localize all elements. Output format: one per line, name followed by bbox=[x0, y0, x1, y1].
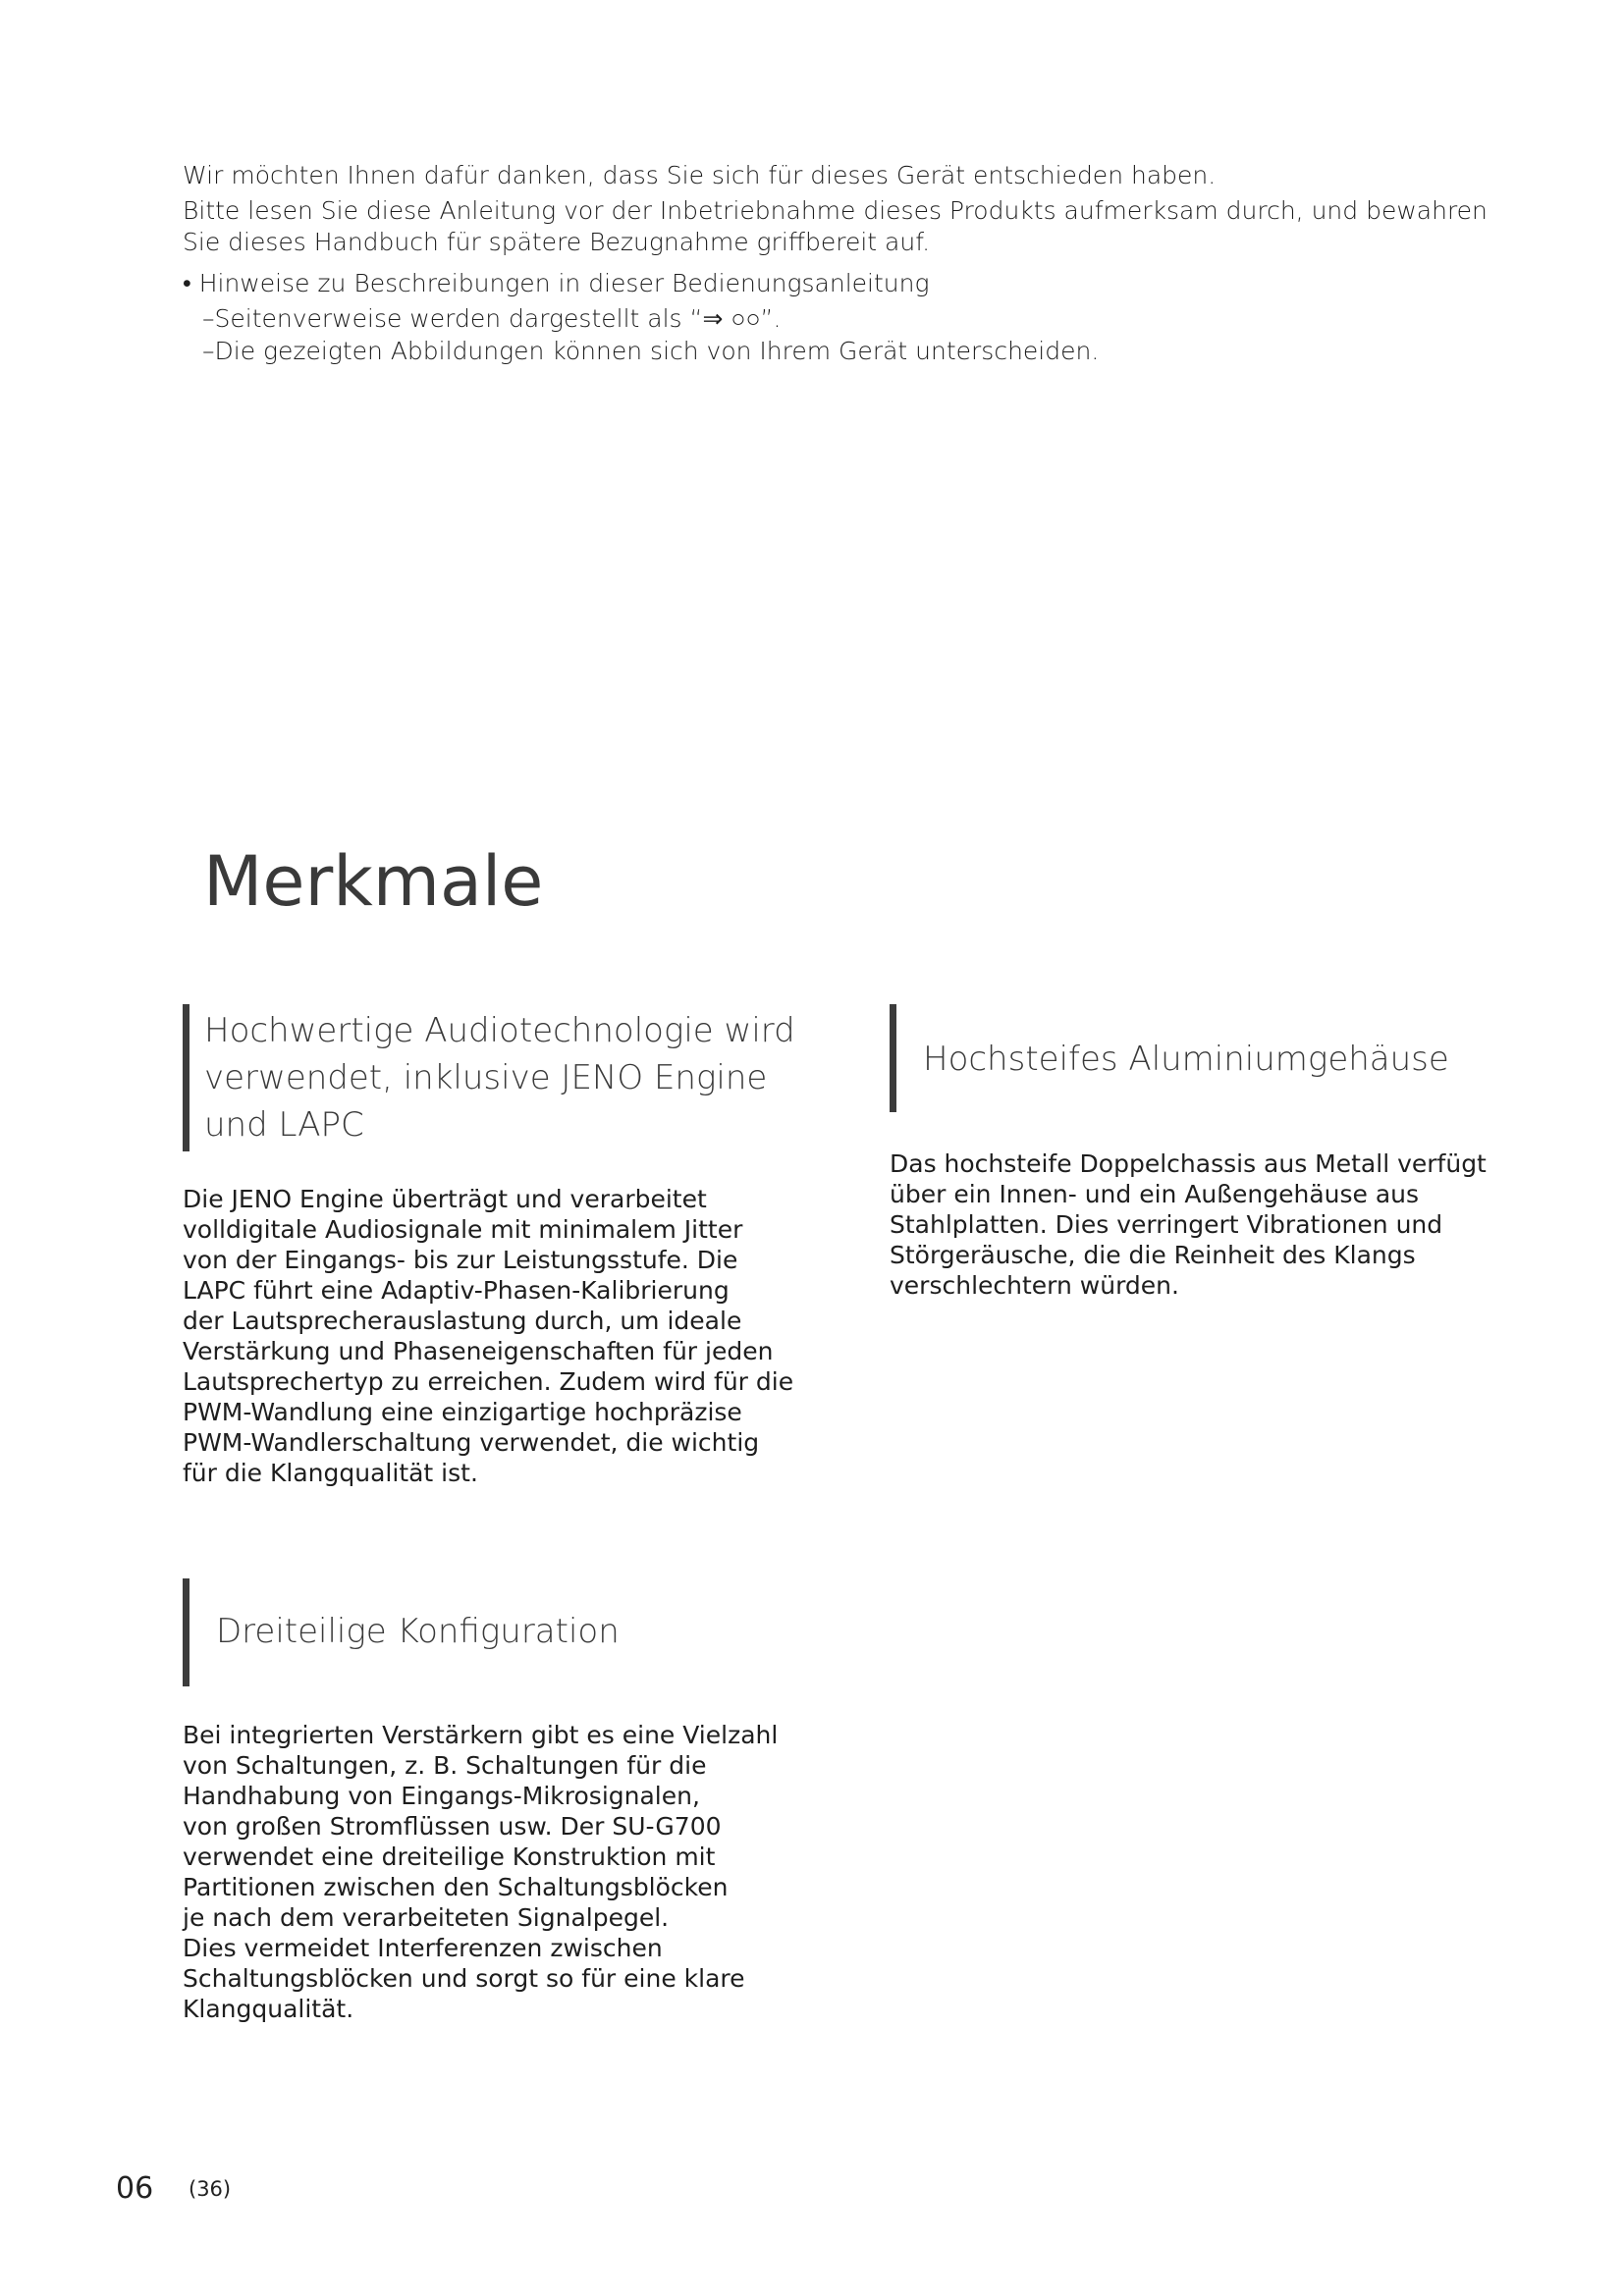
section-3-body-line: von großen Stromflüssen usw. Der SU-G700 bbox=[183, 1812, 722, 1841]
page-title: Merkmale bbox=[203, 841, 544, 922]
section-1-body-line: PWM-Wandlung eine einzigartige hochpräzise bbox=[183, 1398, 742, 1426]
section-1-body-line: Lautsprechertyp zu erreichen. Zudem wird für die bbox=[183, 1367, 794, 1396]
section-3-heading-bar bbox=[183, 1578, 189, 1686]
intro-line-2: Bitte lesen Sie diese Anleitung vor der Inbetriebnahme dieses Produkts aufmerksam durch, und bewahren bbox=[183, 196, 1488, 225]
section-2-body-line: Das hochsteife Doppelchassis aus Metall verfügt bbox=[890, 1149, 1487, 1178]
section-3-body-line: verwendet eine dreiteilige Konstruktion mit bbox=[183, 1842, 716, 1871]
section-2-body-line: verschlechtern würden. bbox=[890, 1271, 1179, 1300]
section-3-body-line: Bei integrierten Verstärkern gibt es eine Vielzahl bbox=[183, 1721, 779, 1749]
section-1-body-line: LAPC führt eine Adaptiv-Phasen-Kalibrierung bbox=[183, 1276, 730, 1305]
section-1-heading-line: und LAPC bbox=[204, 1105, 364, 1145]
intro-line-1: Wir möchten Ihnen dafür danken, dass Sie sich für dieses Gerät entschieden haben. bbox=[183, 161, 1217, 189]
section-3-body-line: Partitionen zwischen den Schaltungsblöcken bbox=[183, 1873, 729, 1901]
section-1-body-line: Die JENO Engine überträgt und verarbeitet bbox=[183, 1185, 707, 1213]
section-1-heading-line: Hochwertige Audiotechnologie wird bbox=[204, 1011, 795, 1050]
intro-subitem-2: –Die gezeigten Abbildungen können sich von Ihrem Gerät unterscheiden. bbox=[202, 337, 1100, 365]
page-reference: (36) bbox=[189, 2177, 232, 2201]
section-2-heading-bar bbox=[890, 1004, 896, 1112]
section-2-body bbox=[890, 1148, 1487, 1301]
intro-line-3: Sie dieses Handbuch für spätere Bezugnahme griffbereit auf. bbox=[183, 228, 931, 256]
section-1-body bbox=[183, 1184, 793, 1488]
section-3-body-line: je nach dem verarbeiteten Signalpegel. bbox=[183, 1903, 670, 1932]
section-1-body-line: volldigitale Audiosignale mit minimalem Jitter bbox=[183, 1215, 743, 1244]
section-3-body-line: Klangqualität. bbox=[183, 1995, 354, 2023]
section-2-body-line: Störgeräusche, die die Reinheit des Klangs bbox=[890, 1241, 1416, 1269]
section-3-body bbox=[183, 1720, 778, 2024]
section-3-body-line: Dies vermeidet Interferenzen zwischen bbox=[183, 1934, 663, 1962]
section-1-heading bbox=[204, 1007, 795, 1148]
section-3-body-line: Handhabung von Eingangs-Mikrosignalen, bbox=[183, 1782, 700, 1810]
section-3-heading-line: Dreiteilige Konfiguration bbox=[216, 1612, 620, 1651]
section-1-body-line: für die Klangqualität ist. bbox=[183, 1459, 478, 1487]
intro-bullet: • Hinweise zu Beschreibungen in dieser Bedienungsanleitung bbox=[183, 269, 930, 297]
section-2-body-line: Stahlplatten. Dies verringert Vibrationen und bbox=[890, 1210, 1443, 1239]
section-1-body-line: Verstärkung und Phaseneigenschaften für jeden bbox=[183, 1337, 774, 1365]
section-3-body-line: Schaltungsblöcken und sorgt so für eine klare bbox=[183, 1964, 745, 1993]
section-3-body-line: von Schaltungen, z. B. Schaltungen für die bbox=[183, 1751, 707, 1780]
section-1-heading-bar bbox=[183, 1004, 189, 1151]
section-1-heading-line: verwendet, inklusive JENO Engine bbox=[204, 1058, 768, 1097]
page-number: 06 bbox=[116, 2171, 154, 2206]
section-1-body-line: PWM-Wandlerschaltung verwendet, die wichtig bbox=[183, 1428, 760, 1457]
intro-subitem-1: –Seitenverweise werden dargestellt als “⇒ ○○”. bbox=[202, 304, 782, 333]
section-2-body-line: über ein Innen- und ein Außengehäuse aus bbox=[890, 1180, 1420, 1208]
section-1-body-line: von der Eingangs- bis zur Leistungsstufe. Die bbox=[183, 1246, 738, 1274]
section-2-heading-line: Hochsteifes Aluminiumgehäuse bbox=[923, 1040, 1449, 1079]
section-3-heading bbox=[216, 1608, 620, 1655]
section-1-body-line: der Lautsprecherauslastung durch, um ideale bbox=[183, 1307, 742, 1335]
section-2-heading bbox=[923, 1036, 1449, 1083]
